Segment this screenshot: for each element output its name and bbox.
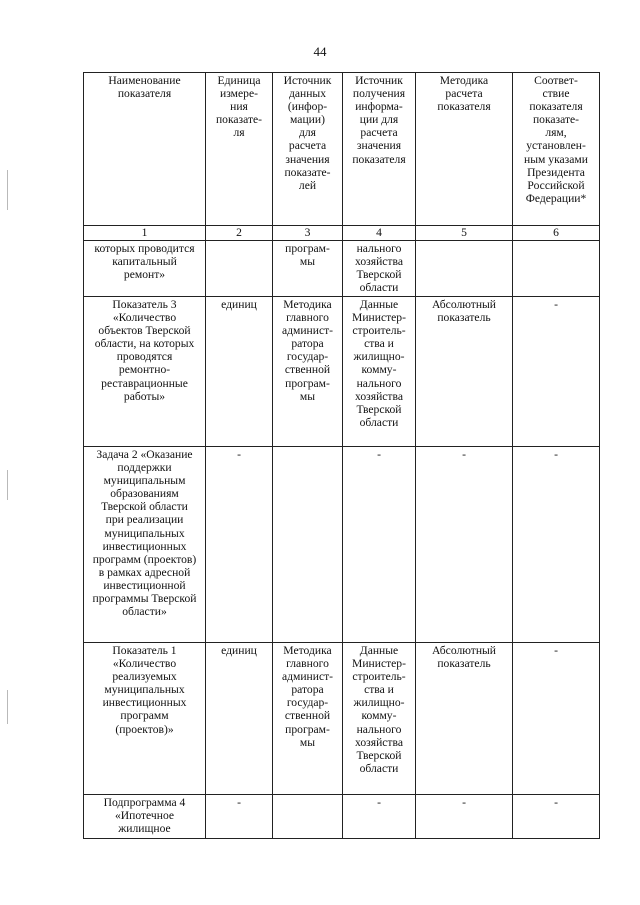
data-source-cell: Методика главного админист- ратора государ- ственной програм- мы <box>273 297 343 447</box>
info-source-cell: нального хозяйства Тверской области <box>343 241 416 297</box>
info-source-cell: Данные Министер- строитель- ства и жилищно- комму- нального хозяйства Тверской области <box>343 643 416 795</box>
calc-method-cell <box>416 241 513 297</box>
indicator-name-cell: Подпрограмма 4 «Ипотечное жилищное <box>84 795 206 839</box>
header-indicator-name: Наименование показателя <box>84 73 206 226</box>
data-source-cell <box>273 795 343 839</box>
indicator-name-cell: Задача 2 «Оказание поддержки муниципальным образованиям Тверской области при реализации муниципальных инвестиционных программ (проектов) в рамках адресной инвестиционной программы Тверской области» <box>84 447 206 643</box>
column-number: 6 <box>513 226 600 241</box>
header-calc-method: Методика расчета показателя <box>416 73 513 226</box>
info-source-cell: Данные Министер- строитель- ства и жилищно- комму- нального хозяйства Тверской области <box>343 297 416 447</box>
table-row <box>84 795 600 839</box>
column-number: 1 <box>84 226 206 241</box>
column-number: 2 <box>206 226 273 241</box>
unit-cell: единиц <box>206 643 273 795</box>
info-source-cell: - <box>343 795 416 839</box>
indicators-table <box>83 72 600 839</box>
calc-method-cell: - <box>416 795 513 839</box>
header-unit: Единица измере- ния показате- ля <box>206 73 273 226</box>
margin-scan-mark <box>7 470 8 500</box>
table-row <box>84 447 600 643</box>
calc-method-cell: Абсолютный показатель <box>416 643 513 795</box>
table-header-row <box>84 73 600 226</box>
column-number: 5 <box>416 226 513 241</box>
table-row <box>84 643 600 795</box>
margin-scan-mark <box>7 690 8 724</box>
compliance-cell: - <box>513 447 600 643</box>
column-number: 3 <box>273 226 343 241</box>
compliance-cell <box>513 241 600 297</box>
info-source-cell: - <box>343 447 416 643</box>
data-source-cell: Методика главного админист- ратора государ- ственной програм- мы <box>273 643 343 795</box>
data-source-cell: програм- мы <box>273 241 343 297</box>
indicator-name-cell: Показатель 3 «Количество объектов Тверской области, на которых проводятся ремонтно- реставрационные работы» <box>84 297 206 447</box>
table-row <box>84 297 600 447</box>
calc-method-cell: Абсолютный показатель <box>416 297 513 447</box>
table-row <box>84 241 600 297</box>
unit-cell <box>206 241 273 297</box>
header-info-source: Источник получения информа- ции для расчета значения показателя <box>343 73 416 226</box>
page-number: 44 <box>313 44 327 59</box>
header-data-source: Источник данных (инфор- мации) для расчета значения показате- лей <box>273 73 343 226</box>
margin-scan-mark <box>7 170 8 210</box>
unit-cell: - <box>206 795 273 839</box>
header-presidential-compliance: Соответ- ствие показателя показате- лям, установлен- ным указами Президента Российской Федерации* <box>513 73 600 226</box>
compliance-cell: - <box>513 795 600 839</box>
compliance-cell: - <box>513 643 600 795</box>
unit-cell: единиц <box>206 297 273 447</box>
data-source-cell <box>273 447 343 643</box>
column-number: 4 <box>343 226 416 241</box>
indicator-name-cell: которых проводится капитальный ремонт» <box>84 241 206 297</box>
indicator-name-cell: Показатель 1 «Количество реализуемых муниципальных инвестиционных программ (проектов)» <box>84 643 206 795</box>
column-number-row <box>84 226 600 241</box>
unit-cell: - <box>206 447 273 643</box>
compliance-cell: - <box>513 297 600 447</box>
calc-method-cell: - <box>416 447 513 643</box>
